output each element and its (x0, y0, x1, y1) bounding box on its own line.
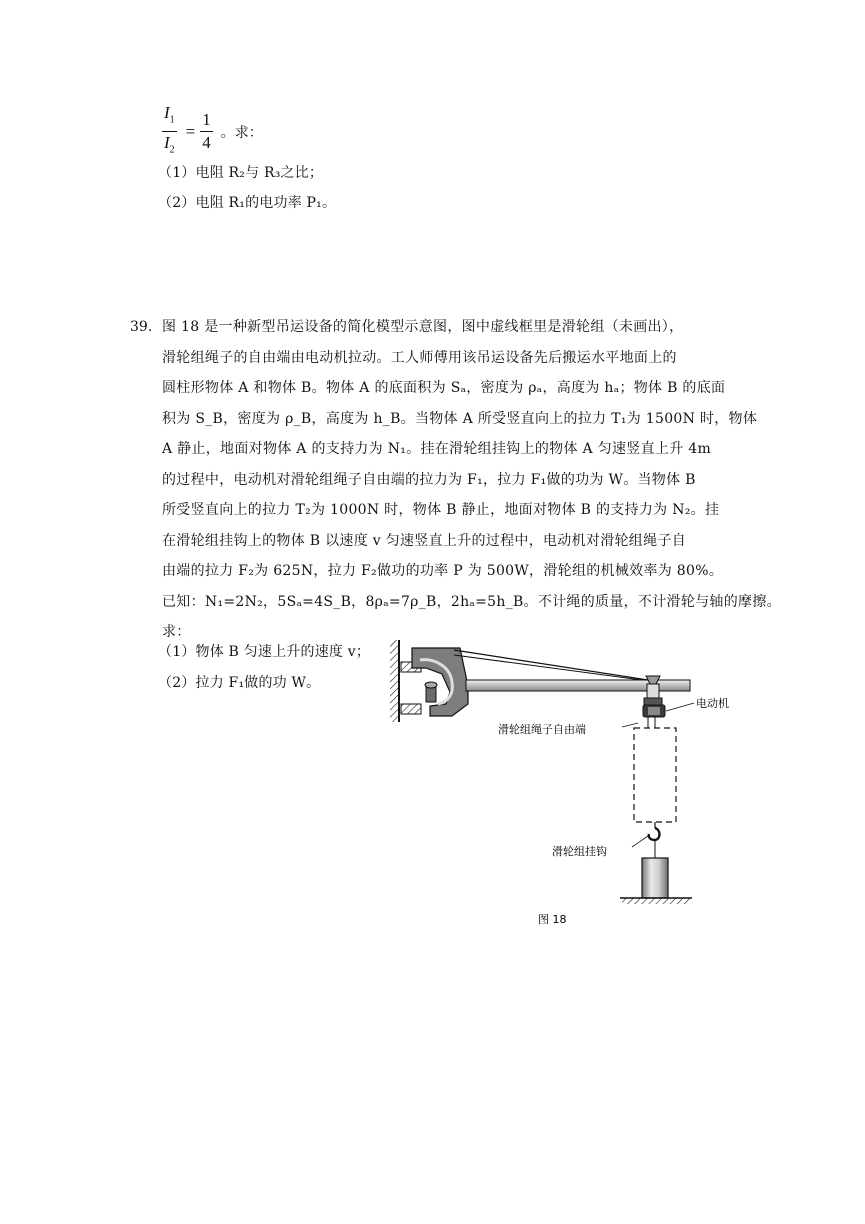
problem-line: 的过程中，电动机对滑轮组绳子自由端的拉力为 F₁，拉力 F₁做的功为 W。当物体 B (162, 471, 696, 488)
prev-question-1: （1）电阻 R₂与 R₃之比； (158, 165, 324, 181)
problem-line: 所受竖直向上的拉力 T₂为 1000N 时，物体 B 静止，地面对物体 B 的支持力为 N₂。挂 (162, 502, 720, 518)
cylindrical-object (642, 858, 668, 898)
problem-question-2: （2）拉力 F₁做的功 W。 (158, 675, 321, 691)
problem-line: 在滑轮组挂钩上的物体 B 以速度 v 匀速竖直上升的过程中，电动机对滑轮组绳子自 (162, 532, 686, 549)
label-rope-free-end: 滑轮组绳子自由端 (498, 723, 586, 736)
problem-line: 求： (162, 624, 191, 640)
problem-line: A 静止，地面对物体 A 的支持力为 N₁。挂在滑轮组挂钩上的物体 A 匀速竖直上升 4m (162, 441, 712, 457)
current-ratio-fraction (162, 104, 177, 160)
pulley-block-dashed-frame (622, 717, 676, 822)
electric-motor (643, 703, 694, 717)
value-numerator: 1 (200, 111, 213, 132)
ratio-value-fraction (200, 111, 213, 152)
prev-question-2: （2）电阻 R₁的电功率 P₁。 (158, 195, 337, 211)
problem-39-text (162, 312, 781, 648)
ground (620, 898, 692, 904)
problem-line: 积为 S_B，密度为 ρ_B，高度为 h_B。当物体 A 所受竖直向上的拉力 T₁为 1500N 时，物体 (162, 410, 758, 427)
fraction-denominator: I (164, 133, 170, 153)
figure-caption: 图 18 (538, 913, 567, 926)
problem-line: 已知：N₁=2N₂，5Sₐ=4S_B，8ρₐ=7ρ_B，2hₐ=5h_B。不计绳的质量，不计滑轮与轴的摩擦。 (162, 593, 781, 610)
equation-tail: 。求： (220, 125, 263, 141)
current-ratio-equation (162, 104, 263, 160)
equals-sign: = (185, 121, 196, 141)
wall-mount (390, 640, 468, 722)
label-pulley-hook: 滑轮组挂钩 (552, 845, 607, 858)
hook (632, 822, 660, 858)
fraction-numerator-sub: 1 (169, 114, 175, 126)
fraction-denominator-sub: 2 (169, 144, 175, 156)
problem-line: 滑轮组绳子的自由端由电动机拉动。工人师傅用该吊运设备先后搬运水平地面上的 (162, 349, 677, 366)
label-motor: 电动机 (696, 697, 729, 710)
value-denominator: 4 (202, 133, 211, 153)
problem-line: 由端的拉力 F₂为 625N，拉力 F₂做功的功率 P 为 500W，滑轮组的机械效率为 80%。 (162, 563, 724, 579)
crane-figure (390, 632, 750, 932)
problem-line: 图 18 是一种新型吊运设备的简化模型示意图，图中虚线框里是滑轮组（未画出）， (162, 319, 684, 335)
problem-question-1: （1）物体 B 匀速上升的速度 v； (158, 644, 371, 660)
problem-number: 39. (130, 319, 153, 335)
problem-line: 圆柱形物体 A 和物体 B。物体 A 的底面积为 Sₐ，密度为 ρₐ，高度为 hₐ；物体 B 的底面 (162, 380, 726, 396)
fraction-numerator: I (164, 103, 170, 122)
